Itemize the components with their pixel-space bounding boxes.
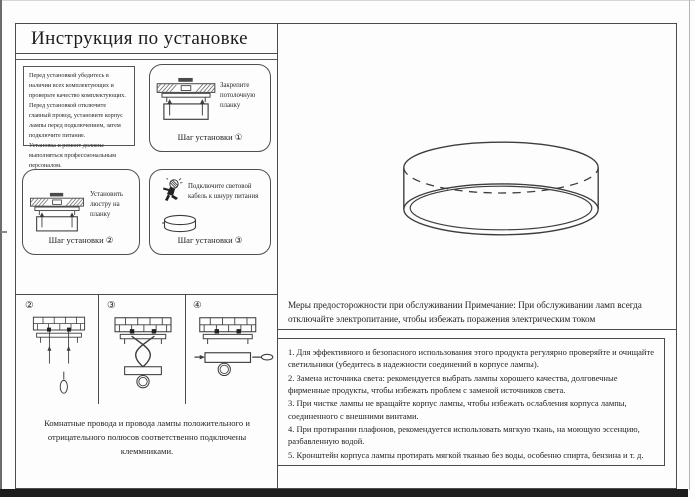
page-frame (15, 23, 677, 489)
screwdriver-fixing-diagram (191, 314, 275, 402)
maintenance-list-box (277, 338, 665, 466)
panel-divider (98, 294, 99, 404)
ceiling-bracket-plate-icon (29, 192, 85, 238)
step-1-label: Шаг установки ① (177, 132, 243, 142)
section-divider (277, 329, 676, 330)
maintenance-item: 1. Для эффективного и безопасного использования этого продукта регулярно проверяйте и очищайте светильники (убедитесь в надежности соединений в корпусе лампы). (288, 347, 654, 370)
wiring-note: Комнатные провода и провода лампы положительного и отрицательного полюсов соответственно подключены клеммниками. (44, 418, 250, 457)
panel-4-number: ④ (193, 300, 202, 311)
maintenance-item: 4. При протирании плафонов, рекомендуется использовать мягкую ткань, на моющую эссенцию, разбавленную водой. (288, 423, 640, 447)
worker-icon (160, 178, 184, 204)
scan-edge-right (689, 0, 690, 490)
ceiling-bracket-plate-icon (156, 77, 216, 127)
step-2-box (22, 169, 140, 255)
step-3-label: Шаг установки ③ (177, 235, 243, 245)
drum-lamp-drawing (392, 120, 610, 246)
scan-mark (1, 231, 7, 233)
title-bar (16, 24, 277, 54)
step-3-caption: Подключите световой кабель к шнуру питания (188, 183, 259, 201)
panel-3-number: ③ (107, 300, 116, 311)
step-2-caption: Установить люстру на планку (90, 191, 124, 219)
panel-2-number: ② (25, 300, 34, 311)
intro-paragraph: Установка и ремонт должны выполняться профессиональным персоналом. (29, 142, 117, 170)
step-3-box (149, 169, 271, 255)
section-divider (16, 294, 277, 295)
intro-notes-box (23, 66, 135, 170)
title-underline (16, 59, 277, 60)
mounting-wires-diagram (27, 314, 91, 402)
scan-edge-bottom (0, 489, 688, 497)
panel-divider (185, 294, 186, 404)
scan-edge-top (0, 0, 695, 1)
maintenance-item: 5. Кронштейн корпуса лампы протирать мягкой тканью без воды, особенно спирта, бензина и т. д. (288, 449, 644, 460)
maintenance-item: 2. Замена источника света: рекомендуется выбрать лампы хорошего качества, долговечные фирменные продукты, чтобы избежать проблем с заменой источников света. (288, 372, 618, 395)
maintenance-item: 3. При чистке лампы не вращайте корпус лампы, чтобы избежать ослабления корпуса лампы, соединенного с внешними винтами. (288, 398, 627, 421)
wire-connection-diagram (108, 314, 178, 402)
drum-lamp-small-icon (162, 214, 198, 234)
step-1-box (149, 64, 271, 152)
intro-paragraph: Перед установкой отключите главный провод, установите корпус лампы перед подключением, затем подключите питание. (29, 102, 123, 140)
page-title: Инструкция по установке (31, 28, 249, 49)
step-2-label: Шаг установки ② (48, 235, 114, 245)
scan-edge-left (0, 0, 2, 494)
intro-paragraph: Перед установкой убедитесь в наличии всех комплектующих и проверьте качество комплектующих. (29, 72, 126, 100)
maintenance-heading: Меры предосторожности при обслуживании Примечание: При обслуживании ламп всегда отключайте электропитание, чтобы избежать поражения электрическим током (288, 300, 642, 324)
step-1-caption: Закрепите потолочную планку (220, 82, 256, 110)
